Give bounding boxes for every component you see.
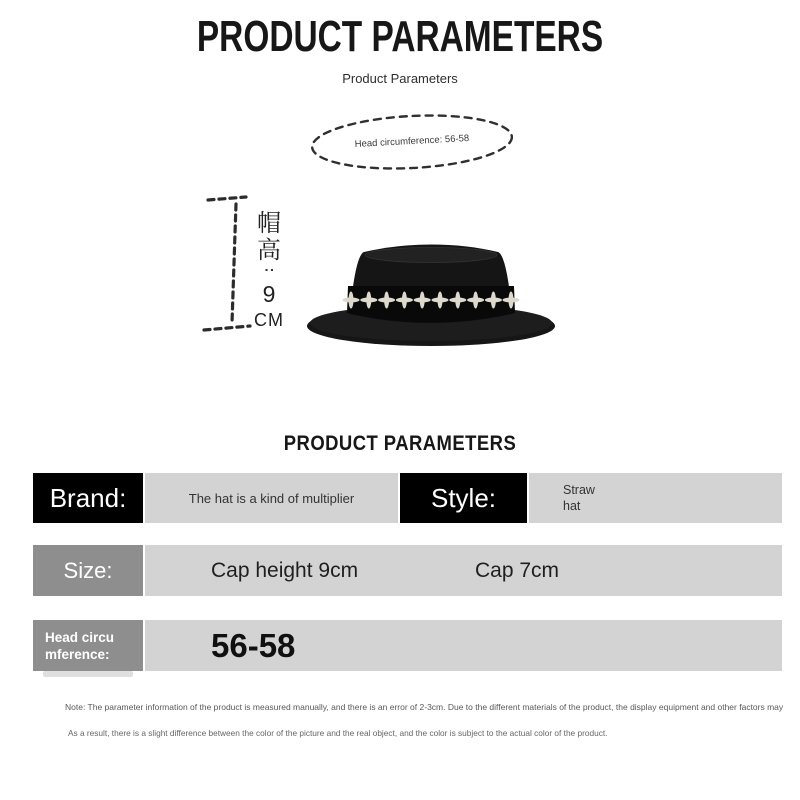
style-value-line: Straw [563,483,595,497]
page-subtitle: Product Parameters [342,71,458,86]
note-line-2: As a result, there is a slight difference between the color of the picture and the real object, and the color is subject to the actual color of the product. [68,728,608,738]
size-value-cell [145,545,782,596]
note-line-1: Note: The parameter information of the product is measured manually, and there is an error of 2-3cm. Due to the different materials of the product, the display equipment and other factors may [65,702,784,712]
style-label-cell [400,473,527,523]
cap-height-char: 帽 [257,209,281,237]
size-label-cell [33,545,143,596]
head-circumference-label-cell [33,620,143,671]
dimension-bottom-bar [204,326,250,330]
hat-band [347,286,515,323]
hat-top-surface [365,248,497,263]
head-circumference-value-cell [145,620,782,671]
label-cell-shadow [43,671,133,677]
size-label: Size: [63,557,113,583]
page-title: PRODUCT PARAMETERS [196,12,604,61]
cap-height-label [250,210,288,332]
cap-height-colon: : [261,267,278,273]
head-circumference-label-line: Head circu [45,629,115,645]
section-heading: PRODUCT PARAMETERS [283,432,517,455]
dimension-top-bar [208,197,246,200]
head-circumference-text: Head circumference: 56-58 [354,133,470,150]
cap-height-unit: CM [254,310,284,330]
head-circumference-annotation [305,106,520,176]
straw-hat-image [298,238,568,350]
brand-label: Brand: [49,482,127,513]
size-value-cap-height: Cap height 9cm [211,558,359,582]
style-label: Style: [430,482,497,513]
style-value-line: hat [563,499,581,513]
cap-height-value: 9 [262,281,276,307]
head-circumference-value: 56-58 [211,626,296,664]
style-value-cell [529,473,782,523]
brand-label-cell [33,473,143,523]
brand-value-cell [145,473,398,523]
brand-value: The hat is a kind of multiplier [188,490,355,506]
dimension-vertical-line [232,204,236,323]
cap-height-char: 高 [257,236,281,264]
size-value-cap: Cap 7cm [475,558,560,582]
head-circumference-label-line: mference: [45,646,110,662]
